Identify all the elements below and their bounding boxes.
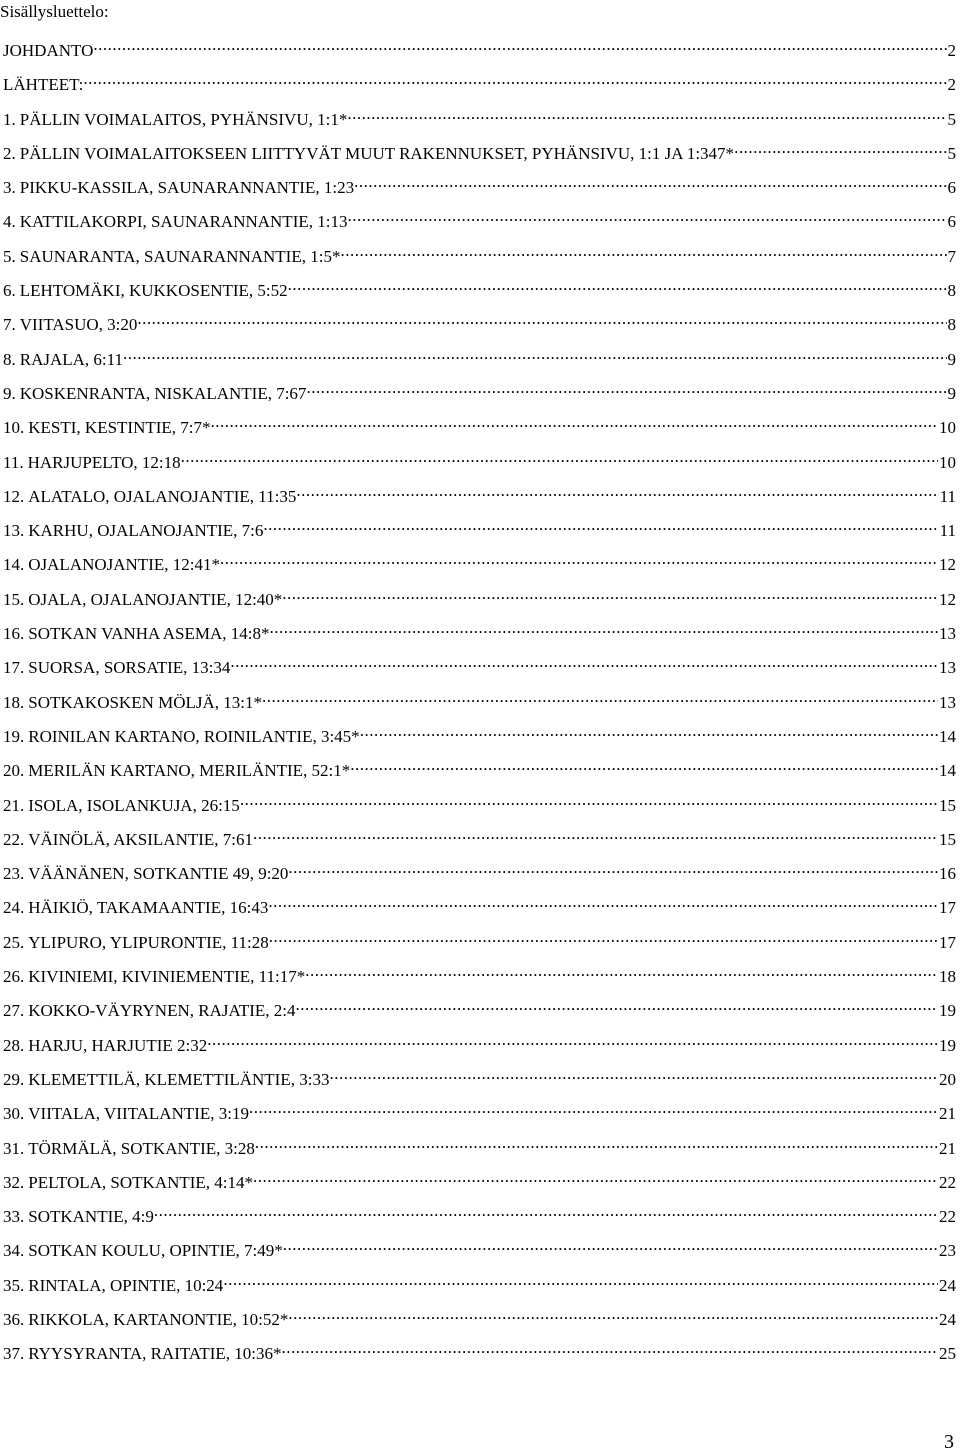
- toc-entry-page: 25: [939, 1344, 956, 1364]
- toc-entry-number: 34.: [3, 1241, 25, 1261]
- toc-entry-number: 24.: [3, 898, 25, 918]
- toc-entry[interactable]: [3, 68, 956, 102]
- toc-entry-number: 17.: [3, 658, 25, 678]
- toc-entry-title: RYYSYRANTA, RAITATIE, 10:36*: [28, 1344, 282, 1364]
- toc-entry-number: 13.: [3, 521, 25, 541]
- toc-dot-leader: [282, 583, 938, 605]
- table-of-contents: [3, 34, 956, 1372]
- toc-dot-leader: [269, 926, 938, 948]
- toc-entry-title: HARJUPELTO, 12:18: [27, 452, 181, 472]
- toc-entry-title: SAUNARANTA, SAUNARANNANTIE, 1:5*: [19, 246, 341, 266]
- toc-entry-number: 2.: [3, 143, 16, 163]
- toc-entry[interactable]: [3, 480, 956, 514]
- toc-entry[interactable]: [3, 446, 956, 480]
- toc-entry-number: 37.: [3, 1344, 25, 1364]
- toc-entry-page: 11: [939, 521, 956, 541]
- toc-entry-title: OJALA, OJALANOJANTIE, 12:40*: [28, 589, 283, 609]
- toc-entry-number: 12.: [3, 486, 25, 506]
- toc-entry[interactable]: [3, 103, 956, 137]
- toc-entry-number: 6.: [3, 281, 16, 301]
- toc-entry[interactable]: [3, 994, 956, 1028]
- toc-entry-page: 18: [939, 967, 956, 987]
- toc-dot-leader: [734, 137, 946, 159]
- toc-entry[interactable]: [3, 1234, 956, 1268]
- toc-dot-leader: [230, 651, 938, 673]
- toc-entry-number: 16.: [3, 624, 25, 644]
- toc-entry[interactable]: [3, 1200, 956, 1234]
- toc-dot-leader: [249, 1097, 938, 1119]
- toc-entry-page: 22: [939, 1207, 956, 1227]
- toc-entry-title: SOTKANTIE, 4:9: [28, 1207, 154, 1227]
- toc-entry[interactable]: [3, 1337, 956, 1371]
- toc-entry-title: TÖRMÄLÄ, SOTKANTIE, 3:28: [28, 1138, 255, 1158]
- toc-entry-number: 23.: [3, 864, 25, 884]
- toc-entry-title: RINTALA, OPINTIE, 10:24: [28, 1275, 224, 1295]
- toc-dot-leader: [347, 103, 946, 125]
- toc-entry-page: 20: [939, 1069, 956, 1089]
- toc-entry-title: MERILÄN KARTANO, MERILÄNTIE, 52:1*: [28, 761, 351, 781]
- toc-entry[interactable]: [3, 34, 956, 68]
- toc-entry[interactable]: [3, 1303, 956, 1337]
- toc-entry-number: 8.: [3, 349, 16, 369]
- toc-entry[interactable]: [3, 960, 956, 994]
- toc-entry-number: 35.: [3, 1275, 25, 1295]
- toc-entry-page: 9: [947, 383, 956, 403]
- toc-entry-page: 12: [939, 589, 956, 609]
- toc-entry-title: SOTKAN VANHA ASEMA, 14:8*: [28, 624, 270, 644]
- toc-entry-number: 3.: [3, 178, 16, 198]
- toc-entry[interactable]: [3, 411, 956, 445]
- toc-dot-leader: [347, 205, 946, 227]
- toc-entry[interactable]: [3, 548, 956, 582]
- toc-entry[interactable]: [3, 789, 956, 823]
- toc-entry-title: OJALANOJANTIE, 12:41*: [28, 555, 220, 575]
- toc-entry-page: 5: [947, 143, 956, 163]
- toc-entry-number: 5.: [3, 246, 16, 266]
- toc-entry[interactable]: [3, 823, 956, 857]
- toc-entry[interactable]: [3, 1132, 956, 1166]
- toc-entry-number: 20.: [3, 761, 25, 781]
- toc-dot-leader: [263, 514, 938, 536]
- toc-entry[interactable]: [3, 377, 956, 411]
- toc-entry-page: 14: [939, 726, 956, 746]
- toc-entry-title: KATTILAKORPI, SAUNARANNANTIE, 1:13: [19, 212, 348, 232]
- toc-entry-title: PÄLLIN VOIMALAITOKSEEN LIITTYVÄT MUUT RAKENNUKSET, PYHÄNSIVU, 1:1 JA 1:347*: [19, 143, 735, 163]
- toc-entry-page: 13: [939, 624, 956, 644]
- toc-dot-leader: [283, 1234, 938, 1256]
- toc-entry[interactable]: [3, 891, 956, 925]
- toc-entry-page: 13: [939, 658, 956, 678]
- toc-dot-leader: [288, 1303, 938, 1325]
- toc-dot-leader: [240, 789, 938, 811]
- toc-entry-page: 16: [939, 864, 956, 884]
- toc-entry-page: 15: [939, 795, 956, 815]
- toc-dot-leader: [305, 960, 938, 982]
- toc-entry-page: 6: [947, 212, 956, 232]
- toc-dot-leader: [269, 617, 938, 639]
- toc-entry-title: VIITALA, VIITALANTIE, 3:19: [28, 1104, 249, 1124]
- toc-dot-leader: [123, 343, 946, 365]
- toc-entry-title: KLEMETTILÄ, KLEMETTILÄNTIE, 3:33: [28, 1069, 330, 1089]
- toc-entry[interactable]: [3, 171, 956, 205]
- toc-dot-leader: [83, 68, 946, 90]
- toc-dot-leader: [306, 377, 946, 399]
- toc-heading: Sisällysluettelo:: [0, 2, 109, 21]
- toc-entry[interactable]: [3, 205, 956, 239]
- toc-entry-number: 1.: [3, 109, 16, 129]
- toc-entry-page: 19: [939, 1001, 956, 1021]
- toc-entry-title: VIITASUO, 3:20: [19, 315, 138, 335]
- toc-entry-number: 19.: [3, 726, 25, 746]
- toc-entry-number: 25.: [3, 932, 25, 952]
- toc-entry-number: 21.: [3, 795, 25, 815]
- toc-entry-number: 27.: [3, 1001, 25, 1021]
- toc-entry-number: 29.: [3, 1069, 25, 1089]
- toc-entry-title: RAJALA, 6:11: [19, 349, 124, 369]
- toc-entry-page: 8: [947, 281, 956, 301]
- toc-dot-leader: [360, 720, 938, 742]
- toc-entry[interactable]: [3, 1166, 956, 1200]
- toc-dot-leader: [137, 308, 946, 330]
- toc-entry-title: KOSKENRANTA, NISKALANTIE, 7:67: [19, 383, 307, 403]
- toc-dot-leader: [296, 994, 938, 1016]
- toc-entry-number: 32.: [3, 1172, 25, 1192]
- toc-entry-number: 11.: [3, 452, 24, 472]
- toc-entry-page: 6: [947, 178, 956, 198]
- toc-entry[interactable]: [3, 240, 956, 274]
- toc-entry-page: 5: [947, 109, 956, 129]
- toc-entry[interactable]: [3, 617, 956, 651]
- toc-entry-page: 2: [947, 41, 956, 60]
- toc-entry-title: SUORSA, SORSATIE, 13:34: [28, 658, 231, 678]
- toc-dot-leader: [288, 274, 947, 296]
- toc-entry-page: 22: [939, 1172, 956, 1192]
- toc-dot-leader: [288, 857, 938, 879]
- toc-entry-page: 7: [947, 246, 956, 266]
- toc-dot-leader: [350, 754, 938, 776]
- toc-dot-leader: [253, 823, 938, 845]
- toc-entry-page: 13: [939, 692, 956, 712]
- toc-entry[interactable]: [3, 1269, 956, 1303]
- toc-entry-page: 21: [939, 1104, 956, 1124]
- toc-entry[interactable]: [3, 651, 956, 685]
- toc-entry-title: KARHU, OJALANOJANTIE, 7:6: [28, 521, 264, 541]
- toc-dot-leader: [154, 1200, 938, 1222]
- toc-entry-number: 14.: [3, 555, 25, 575]
- toc-entry-page: 24: [939, 1275, 956, 1295]
- toc-entry[interactable]: [3, 137, 956, 171]
- toc-entry-page: 12: [939, 555, 956, 575]
- toc-entry-number: 30.: [3, 1104, 25, 1124]
- toc-entry-number: 33.: [3, 1207, 25, 1227]
- toc-entry-title: LEHTOMÄKI, KUKKOSENTIE, 5:52: [19, 281, 288, 301]
- toc-entry-number: 15.: [3, 589, 25, 609]
- toc-entry-title: ALATALO, OJALANOJANTIE, 11:35: [28, 486, 297, 506]
- toc-entry-title: RIKKOLA, KARTANONTIE, 10:52*: [28, 1309, 289, 1329]
- toc-entry-page: 15: [939, 829, 956, 849]
- toc-dot-leader: [262, 686, 938, 708]
- toc-dot-leader: [220, 548, 938, 570]
- toc-entry-number: 22.: [3, 829, 25, 849]
- toc-entry-number: 26.: [3, 967, 25, 987]
- toc-entry[interactable]: [3, 308, 956, 342]
- toc-entry-title: SOTKAN KOULU, OPINTIE, 7:49*: [28, 1241, 283, 1261]
- toc-entry-number: 18.: [3, 692, 25, 712]
- toc-entry-title: KIVINIEMI, KIVINIEMENTIE, 11:17*: [28, 967, 306, 987]
- toc-entry-title: SOTKAKOSKEN MÖLJÄ, 13:1*: [28, 692, 263, 712]
- toc-dot-leader: [207, 1029, 938, 1051]
- toc-entry-title: VÄÄNÄNEN, SOTKANTIE 49, 9:20: [28, 864, 289, 884]
- toc-entry-page: 14: [939, 761, 956, 781]
- toc-entry[interactable]: [3, 274, 956, 308]
- toc-entry[interactable]: [3, 686, 956, 720]
- toc-entry-number: 7.: [3, 315, 16, 335]
- toc-entry[interactable]: [3, 1029, 956, 1063]
- toc-dot-leader: [93, 34, 946, 56]
- toc-entry-title: ISOLA, ISOLANKUJA, 26:15: [28, 795, 240, 815]
- toc-entry-title: KOKKO-VÄYRYNEN, RAJATIE, 2:4: [28, 1001, 296, 1021]
- toc-dot-leader: [255, 1132, 938, 1154]
- toc-entry[interactable]: [3, 1097, 956, 1131]
- toc-entry[interactable]: [3, 754, 956, 788]
- toc-entry-number: 4.: [3, 212, 16, 232]
- toc-dot-leader: [281, 1337, 938, 1359]
- toc-entry-title: PELTOLA, SOTKANTIE, 4:14*: [28, 1172, 254, 1192]
- toc-dot-leader: [329, 1063, 938, 1085]
- toc-dot-leader: [354, 171, 946, 193]
- toc-entry[interactable]: [3, 514, 956, 548]
- toc-entry[interactable]: [3, 583, 956, 617]
- toc-entry-title: LÄHTEET:: [3, 75, 84, 95]
- toc-entry[interactable]: [3, 1063, 956, 1097]
- toc-entry-title: VÄINÖLÄ, AKSILANTIE, 7:61: [28, 829, 254, 849]
- toc-dot-leader: [268, 891, 938, 913]
- toc-dot-leader: [253, 1166, 938, 1188]
- toc-entry-page: 24: [939, 1309, 956, 1329]
- toc-dot-leader: [296, 480, 938, 502]
- toc-entry-number: 36.: [3, 1309, 25, 1329]
- toc-entry[interactable]: [3, 926, 956, 960]
- toc-entry-page: 10: [939, 452, 956, 472]
- toc-entry-page: 23: [939, 1241, 956, 1261]
- toc-dot-leader: [181, 446, 938, 468]
- toc-entry-title: KESTI, KESTINTIE, 7:7*: [28, 418, 211, 438]
- page-number: 3: [944, 1431, 954, 1453]
- toc-entry-page: 17: [939, 898, 956, 918]
- toc-entry[interactable]: [3, 857, 956, 891]
- toc-entry-page: 10: [939, 418, 956, 438]
- toc-entry-title: HÄIKIÖ, TAKAMAANTIE, 16:43: [28, 898, 269, 918]
- toc-entry-page: 21: [939, 1138, 956, 1158]
- toc-entry-page: 17: [939, 932, 956, 952]
- toc-entry-number: 31.: [3, 1138, 25, 1158]
- toc-entry-page: 9: [947, 349, 956, 369]
- toc-dot-leader: [340, 240, 946, 262]
- toc-entry-number: 9.: [3, 383, 16, 403]
- toc-dot-leader: [211, 411, 938, 433]
- toc-entry-title: JOHDANTO: [3, 41, 94, 60]
- toc-entry-title: ROINILAN KARTANO, ROINILANTIE, 3:45*: [28, 726, 360, 746]
- toc-dot-leader: [223, 1269, 938, 1291]
- toc-entry-page: 8: [947, 315, 956, 335]
- toc-entry-title: HARJU, HARJUTIE 2:32: [28, 1035, 208, 1055]
- toc-entry-page: 19: [939, 1035, 956, 1055]
- toc-entry-title: PIKKU-KASSILA, SAUNARANNANTIE, 1:23: [19, 178, 355, 198]
- toc-entry-number: 10.: [3, 418, 25, 438]
- toc-entry[interactable]: [3, 720, 956, 754]
- toc-entry-number: 28.: [3, 1035, 25, 1055]
- toc-entry-title: YLIPURO, YLIPURONTIE, 11:28: [28, 932, 269, 952]
- toc-entry-title: PÄLLIN VOIMALAITOS, PYHÄNSIVU, 1:1*: [19, 109, 348, 129]
- toc-entry-page: 2: [947, 75, 956, 95]
- toc-entry-page: 11: [939, 486, 956, 506]
- toc-entry[interactable]: [3, 343, 956, 377]
